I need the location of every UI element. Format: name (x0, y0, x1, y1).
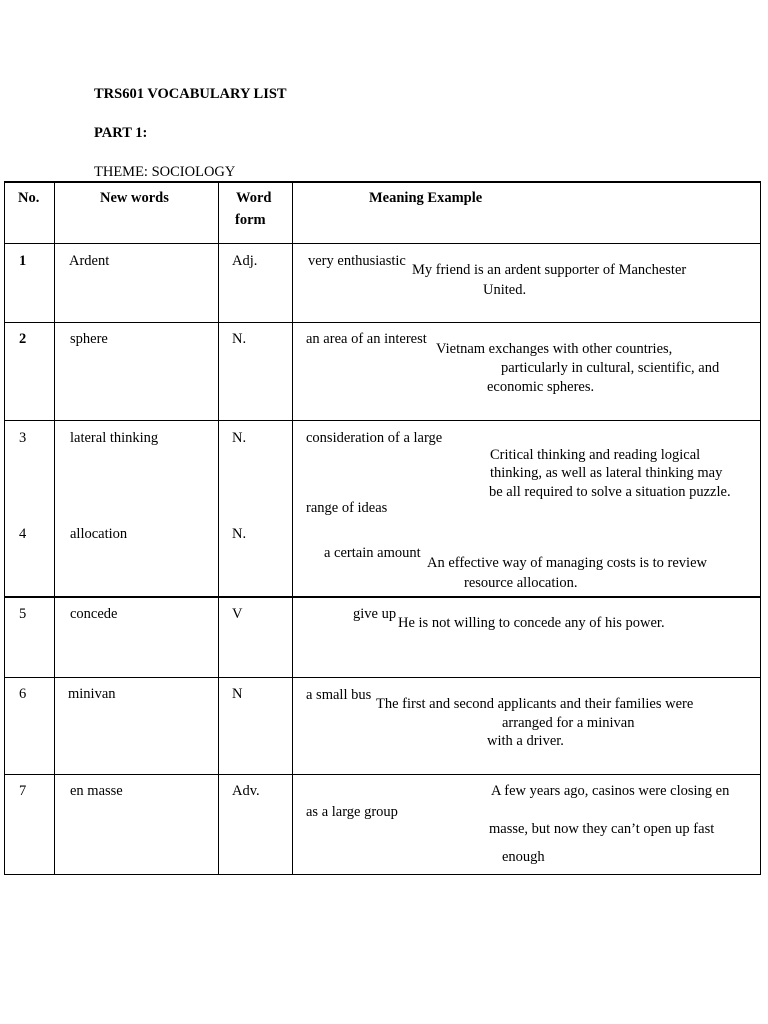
vocabulary-table (4, 181, 761, 875)
theme-heading: THEME: SOCIOLOGY (94, 164, 236, 180)
example-text: Critical thinking and reading logical (490, 447, 701, 463)
example-text: enough (502, 849, 545, 865)
row-divider (4, 774, 761, 775)
row-number: 3 (19, 430, 27, 446)
row-number: 1 (19, 253, 27, 269)
word-form: N. (232, 526, 247, 542)
column-divider (218, 181, 219, 875)
example-text: My friend is an ardent supporter of Manchester (412, 262, 687, 278)
header-word-form-line2: form (235, 212, 266, 228)
column-divider (760, 181, 761, 875)
word-form: Adj. (232, 253, 258, 269)
example-text: A few years ago, casinos were closing en (491, 783, 730, 799)
column-divider (292, 181, 293, 875)
new-word: lateral thinking (70, 430, 159, 446)
document-title: TRS601 VOCABULARY LIST (94, 86, 287, 102)
table-border-bottom (4, 874, 761, 875)
new-word: allocation (70, 526, 128, 542)
meaning-text: consideration of a large (306, 430, 443, 446)
meaning-text: range of ideas (306, 500, 388, 516)
new-word: en masse (70, 783, 123, 799)
column-divider (4, 181, 5, 875)
example-text: The first and second applicants and their families were (376, 696, 694, 712)
table-border-top (4, 181, 761, 183)
meaning-text: give up (353, 606, 397, 622)
meaning-text: very enthusiastic (308, 253, 406, 269)
example-text: economic spheres. (487, 379, 595, 395)
meaning-text: a certain amount (324, 545, 421, 561)
row-divider (4, 420, 761, 421)
row-divider (4, 596, 761, 598)
row-number: 5 (19, 606, 27, 622)
header-word-form-line1: Word (236, 190, 272, 206)
row-number: 2 (19, 331, 27, 347)
example-text: thinking, as well as lateral thinking may (490, 465, 723, 481)
word-form: N (232, 686, 243, 702)
part-heading: PART 1: (94, 125, 148, 141)
row-number: 7 (19, 783, 27, 799)
example-text: He is not willing to concede any of his power. (398, 615, 665, 631)
new-word: sphere (70, 331, 108, 347)
word-form: N. (232, 430, 247, 446)
example-text: Vietnam exchanges with other countries, (436, 341, 673, 357)
example-text: arranged for a minivan (502, 715, 635, 731)
row-divider (4, 677, 761, 678)
header-no: No. (18, 190, 40, 206)
new-word: concede (70, 606, 118, 622)
example-text: resource allocation. (464, 575, 578, 591)
example-text: An effective way of managing costs is to review (427, 555, 707, 571)
header-meaning-example: Meaning Example (369, 190, 483, 206)
word-form: N. (232, 331, 247, 347)
meaning-text: as a large group (306, 804, 398, 820)
example-text: United. (483, 282, 527, 298)
column-divider (54, 181, 55, 875)
row-divider (4, 322, 761, 323)
example-text: masse, but now they can’t open up fast (489, 821, 715, 837)
header-new-words: New words (100, 190, 169, 206)
row-number: 4 (19, 526, 27, 542)
example-text: particularly in cultural, scientific, and (501, 360, 720, 376)
row-divider (4, 243, 761, 244)
new-word: minivan (68, 686, 116, 702)
example-text: be all required to solve a situation puzzle. (489, 484, 731, 500)
example-text: with a driver. (487, 733, 564, 749)
word-form: V (232, 606, 243, 622)
meaning-text: a small bus (306, 687, 372, 703)
new-word: Ardent (69, 253, 110, 269)
word-form: Adv. (232, 783, 260, 799)
row-number: 6 (19, 686, 27, 702)
meaning-text: an area of an interest (306, 331, 427, 347)
